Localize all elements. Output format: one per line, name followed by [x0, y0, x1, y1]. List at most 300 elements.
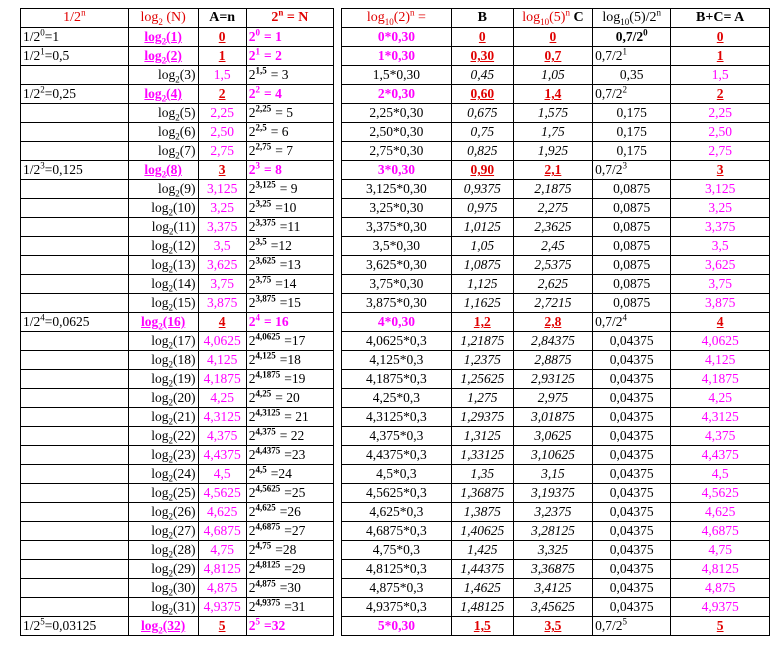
power-exponent: 4,0625	[255, 331, 281, 342]
power-exponent: 4	[255, 312, 260, 323]
power-base: 2	[248, 124, 256, 139]
sum-cell: 3,125	[671, 180, 770, 199]
table-row	[342, 275, 770, 294]
power-cell	[246, 465, 333, 484]
table-row	[21, 142, 334, 161]
expression-cell: 3,125*0,30	[342, 180, 452, 199]
log2-cell	[128, 446, 198, 465]
a-value-cell: 4,9375	[198, 598, 246, 617]
log-base: 2	[168, 264, 174, 275]
power-value: =28	[275, 542, 297, 557]
log-label: log	[151, 257, 169, 272]
power-value: =13	[279, 257, 301, 272]
power-base: 2	[248, 257, 256, 272]
table-row	[21, 123, 334, 142]
ratio-cell	[593, 408, 671, 427]
power-cell	[246, 408, 333, 427]
b-value-cell: 1,5	[451, 617, 513, 636]
log-argument: (4)	[166, 86, 182, 101]
b-value-cell: 1,4625	[451, 579, 513, 598]
log-label: log	[141, 618, 159, 633]
table-row	[342, 465, 770, 484]
log-argument: (27)	[173, 523, 196, 538]
sum-cell: 1	[671, 47, 770, 66]
log-base: 2	[168, 245, 174, 256]
fraction-cell	[21, 598, 129, 617]
ratio-value: 0,0875	[613, 200, 651, 215]
power-cell	[246, 47, 333, 66]
power-exponent: 3,625	[255, 255, 276, 266]
power-value: =12	[270, 238, 292, 253]
log-label: log	[151, 295, 169, 310]
log-base: 2	[175, 74, 180, 85]
sum-cell: 4,0625	[671, 332, 770, 351]
a-value-cell: 5	[198, 617, 246, 636]
fraction-value: =0,25	[44, 86, 77, 101]
power-cell	[246, 503, 333, 522]
ratio-value: 0,04375	[609, 599, 654, 614]
ratio-cell	[593, 313, 671, 332]
table-row	[21, 199, 334, 218]
power-value: =19	[284, 371, 306, 386]
log-label: log	[144, 29, 162, 44]
fraction-cell	[21, 560, 129, 579]
expression-cell: 4,6875*0,3	[342, 522, 452, 541]
power-exponent: 4,25	[255, 388, 272, 399]
log2-cell	[128, 503, 198, 522]
table-row	[342, 351, 770, 370]
a-value-cell: 4,25	[198, 389, 246, 408]
b-value-cell: 1,36875	[451, 484, 513, 503]
fraction-cell	[21, 503, 129, 522]
table-row	[21, 617, 334, 636]
b-value-cell: 1,125	[451, 275, 513, 294]
log-base: 2	[168, 511, 174, 522]
c-value-cell: 2,975	[513, 389, 592, 408]
table-row	[21, 161, 334, 180]
power-base: 2	[248, 371, 256, 386]
c-value-cell: 2,1875	[513, 180, 592, 199]
log2-cell	[128, 47, 198, 66]
log-label: log	[144, 86, 162, 101]
power-cell	[246, 237, 333, 256]
power-cell	[246, 123, 333, 142]
table-row	[21, 332, 334, 351]
log-base: 2	[168, 549, 174, 560]
power-base: 2	[248, 48, 256, 63]
power-value: =31	[284, 599, 306, 614]
ratio-value: 0,35	[619, 67, 644, 82]
ratio-value: 0,04375	[609, 352, 654, 367]
a-value-cell: 3,375	[198, 218, 246, 237]
a-value-cell: 3,625	[198, 256, 246, 275]
table-row	[342, 503, 770, 522]
power-base: 2	[248, 314, 256, 329]
expression-cell: 5*0,30	[342, 617, 452, 636]
power-value: =29	[284, 561, 306, 576]
log-label: log	[151, 390, 169, 405]
power-base: 2	[248, 599, 256, 614]
fraction-value: =0,125	[44, 162, 83, 177]
power-cell	[246, 199, 333, 218]
ratio-cell	[593, 560, 671, 579]
fraction-cell	[21, 28, 129, 47]
log-base: 2	[168, 435, 174, 446]
expression-cell: 4,375*0,3	[342, 427, 452, 446]
b-value-cell: 1,425	[451, 541, 513, 560]
table-row	[21, 28, 334, 47]
sum-cell: 0	[671, 28, 770, 47]
log-label: log	[151, 523, 169, 538]
table-row	[342, 218, 770, 237]
log2-cell	[128, 408, 198, 427]
log-label: log	[158, 181, 176, 196]
log-argument: (10)	[173, 200, 196, 215]
ratio-cell	[593, 237, 671, 256]
table-row	[342, 313, 770, 332]
table-row	[21, 237, 334, 256]
sum-cell: 2,25	[671, 104, 770, 123]
log-argument: (25)	[173, 485, 196, 500]
expression-cell: 3,875*0,30	[342, 294, 452, 313]
b-value-cell: 0,675	[451, 104, 513, 123]
c-value-cell: 3,01875	[513, 408, 592, 427]
b-value-cell: 1,44375	[451, 560, 513, 579]
log-argument: (24)	[173, 466, 196, 481]
log-argument: (7)	[179, 143, 196, 158]
power-exponent: 4,5	[255, 464, 267, 475]
power-base: 2	[248, 295, 256, 310]
log-label: log	[151, 561, 169, 576]
fraction-cell	[21, 579, 129, 598]
table-row	[21, 104, 334, 123]
log2-cell	[128, 427, 198, 446]
a-value-cell: 3,25	[198, 199, 246, 218]
power-value: =27	[284, 523, 306, 538]
table-row	[21, 598, 334, 617]
power-exponent: 1	[255, 46, 260, 57]
b-value-cell: 0	[451, 28, 513, 47]
fraction-cell	[21, 66, 129, 85]
ratio-cell	[593, 427, 671, 446]
log-argument: (30)	[173, 580, 196, 595]
table-row	[21, 579, 334, 598]
ratio-value: 0,04375	[609, 390, 654, 405]
log-argument: (3)	[179, 67, 196, 82]
sum-cell: 3,5	[671, 237, 770, 256]
log2-cell	[128, 199, 198, 218]
b-value-cell: 0,825	[451, 142, 513, 161]
table-row	[21, 85, 334, 104]
expression-cell: 4,125*0,3	[342, 351, 452, 370]
a-value-cell: 1,5	[198, 66, 246, 85]
power-base: 2	[248, 86, 256, 101]
c-value-cell: 2,5375	[513, 256, 592, 275]
expression-cell: 4,4375*0,3	[342, 446, 452, 465]
log-base: 2	[168, 340, 174, 351]
power-exponent: 2,5	[255, 122, 267, 133]
power-cell	[246, 275, 333, 294]
fraction-exponent: 3	[40, 160, 45, 171]
log-base: 2	[168, 359, 174, 370]
c-value-cell: 3,10625	[513, 446, 592, 465]
table-row	[342, 541, 770, 560]
c-value-cell: 2,275	[513, 199, 592, 218]
power-base: 2	[248, 428, 256, 443]
table-row	[342, 446, 770, 465]
table-row	[342, 142, 770, 161]
power-cell	[246, 617, 333, 636]
log-base: 2	[168, 397, 174, 408]
table-row	[342, 579, 770, 598]
fraction-cell	[21, 180, 129, 199]
fraction-cell	[21, 408, 129, 427]
ratio-cell	[593, 465, 671, 484]
power-value: = 21	[284, 409, 309, 424]
power-value: =26	[279, 504, 301, 519]
power-cell	[246, 522, 333, 541]
log2-cell	[128, 313, 198, 332]
table-row	[342, 199, 770, 218]
a-value-cell: 4,375	[198, 427, 246, 446]
b-value-cell: 1,275	[451, 389, 513, 408]
ratio-cell	[593, 256, 671, 275]
fraction-value: =0,5	[44, 48, 70, 63]
power-base: 2	[248, 333, 256, 348]
fraction-cell	[21, 522, 129, 541]
fraction-cell	[21, 541, 129, 560]
c-value-cell: 2,8875	[513, 351, 592, 370]
ratio-cell	[593, 218, 671, 237]
log-argument: (29)	[173, 561, 196, 576]
fraction-cell	[21, 427, 129, 446]
c-value-cell: 3,4125	[513, 579, 592, 598]
a-value-cell: 4,0625	[198, 332, 246, 351]
header-fraction: 1/2$^n$	[21, 9, 129, 28]
expression-cell: 3,375*0,30	[342, 218, 452, 237]
log-label: log	[141, 314, 159, 329]
power-cell	[246, 427, 333, 446]
table-header-row	[342, 9, 770, 28]
ratio-exponent: 3	[622, 160, 627, 171]
table-row	[21, 256, 334, 275]
power-base: 2	[248, 67, 256, 82]
power-cell	[246, 218, 333, 237]
fraction-cell	[21, 161, 129, 180]
power-base: 2	[248, 485, 256, 500]
fraction-cell	[21, 617, 129, 636]
power-value: = 20	[275, 390, 300, 405]
ratio-cell	[593, 47, 671, 66]
table-row	[342, 161, 770, 180]
ratio-cell	[593, 142, 671, 161]
log-argument: (11)	[173, 219, 196, 234]
power-value: = 22	[279, 428, 305, 443]
ratio-cell	[593, 28, 671, 47]
power-exponent: 3,25	[255, 198, 272, 209]
log2-cell	[128, 465, 198, 484]
power-cell	[246, 560, 333, 579]
power-value: =14	[275, 276, 297, 291]
log-base: 2	[168, 568, 174, 579]
c-value-cell: 2,625	[513, 275, 592, 294]
table-row	[21, 389, 334, 408]
c-value-cell: 1,05	[513, 66, 592, 85]
a-value-cell: 4,8125	[198, 560, 246, 579]
log-label: log	[151, 371, 169, 386]
power-base: 2	[248, 181, 256, 196]
expression-cell: 4,5625*0,3	[342, 484, 452, 503]
fraction-base: 1/2	[23, 314, 41, 329]
power-exponent: 2,75	[255, 141, 272, 152]
b-value-cell: 1,0125	[451, 218, 513, 237]
log2-cell	[128, 142, 198, 161]
b-value-cell: 0,9375	[451, 180, 513, 199]
power-cell	[246, 351, 333, 370]
expression-cell: 1*0,30	[342, 47, 452, 66]
expression-cell: 2,25*0,30	[342, 104, 452, 123]
c-value-cell: 3,36875	[513, 560, 592, 579]
expression-cell: 4,8125*0,3	[342, 560, 452, 579]
log-label: log	[151, 485, 169, 500]
a-value-cell: 0	[198, 28, 246, 47]
ratio-value: 0,04375	[609, 523, 654, 538]
table-row	[342, 47, 770, 66]
power-base: 2	[248, 523, 256, 538]
c-value-cell: 2,3625	[513, 218, 592, 237]
fraction-value: =0,0625	[44, 314, 90, 329]
sum-cell: 1,5	[671, 66, 770, 85]
log-base: 2	[168, 283, 174, 294]
table-row	[342, 484, 770, 503]
power-cell	[246, 484, 333, 503]
log-label: log	[151, 238, 169, 253]
log-base: 2	[158, 625, 163, 636]
a-value-cell: 4,1875	[198, 370, 246, 389]
log-base: 2	[158, 321, 163, 332]
a-value-cell: 2,25	[198, 104, 246, 123]
ratio-value: 0,7/2	[595, 48, 623, 63]
log-argument: (18)	[173, 352, 196, 367]
power-value: =17	[284, 333, 306, 348]
power-cell	[246, 598, 333, 617]
fraction-value: =0,03125	[44, 618, 97, 633]
fraction-cell	[21, 294, 129, 313]
power-base: 2	[248, 143, 256, 158]
power-cell	[246, 294, 333, 313]
log2-cell	[128, 66, 198, 85]
fraction-cell	[21, 199, 129, 218]
fraction-cell	[21, 332, 129, 351]
fraction-cell	[21, 389, 129, 408]
log-label: log	[151, 580, 169, 595]
a-value-cell: 3,75	[198, 275, 246, 294]
ratio-cell	[593, 332, 671, 351]
a-value-cell: 4	[198, 313, 246, 332]
log-argument: (20)	[173, 390, 196, 405]
log-base: 2	[161, 55, 167, 66]
ratio-exponent: 2	[622, 84, 627, 95]
ratio-cell	[593, 579, 671, 598]
header-log10-5n-c: $\log_{10}(5)^n$ C	[513, 9, 592, 28]
ratio-exponent: 1	[622, 46, 627, 57]
c-value-cell: 3,19375	[513, 484, 592, 503]
b-value-cell: 1,1625	[451, 294, 513, 313]
c-value-cell: 1,575	[513, 104, 592, 123]
log-argument: (6)	[179, 124, 196, 139]
fraction-base: 1/2	[23, 29, 41, 44]
fraction-exponent: 4	[40, 312, 45, 323]
power-base: 2	[248, 447, 256, 462]
ratio-cell	[593, 351, 671, 370]
power-exponent: 3,125	[255, 179, 276, 190]
b-value-cell: 1,3125	[451, 427, 513, 446]
log2-cell	[128, 28, 198, 47]
ratio-value: 0,0875	[613, 219, 651, 234]
table-row	[342, 617, 770, 636]
b-value-cell: 1,0875	[451, 256, 513, 275]
log-base: 2	[168, 492, 174, 503]
table-row	[21, 66, 334, 85]
log-argument: (5)	[179, 105, 196, 120]
log-label: log	[151, 276, 169, 291]
c-value-cell: 0,7	[513, 47, 592, 66]
power-exponent: 4,9375	[255, 597, 281, 608]
log-argument: (15)	[173, 295, 196, 310]
log-label: log	[151, 504, 169, 519]
log-label: log	[158, 124, 176, 139]
header-b-plus-c: B+C= A	[671, 9, 770, 28]
log-argument: (14)	[173, 276, 196, 291]
log2-cell	[128, 560, 198, 579]
log2-cell	[128, 579, 198, 598]
table-row	[342, 237, 770, 256]
fraction-exponent: 1	[40, 46, 45, 57]
power-cell	[246, 142, 333, 161]
log-base: 2	[175, 131, 180, 142]
table-row	[21, 560, 334, 579]
log-base: 2	[161, 36, 167, 47]
table-header-row	[21, 9, 334, 28]
fraction-exponent: 5	[40, 616, 45, 627]
ratio-cell	[593, 161, 671, 180]
power-exponent: 2,25	[255, 103, 272, 114]
power-value: = 5	[275, 105, 293, 120]
power-exponent: 3,75	[255, 274, 272, 285]
sum-cell: 4,9375	[671, 598, 770, 617]
b-value-cell: 1,40625	[451, 522, 513, 541]
fraction-cell	[21, 85, 129, 104]
log-argument: (16)	[162, 314, 186, 329]
header-log10-2n: $\log_{10}(2)^n$ =	[342, 9, 452, 28]
b-value-cell: 1,48125	[451, 598, 513, 617]
b-value-cell: 1,2375	[451, 351, 513, 370]
power-base: 2	[248, 561, 256, 576]
log2-cell	[128, 522, 198, 541]
table-row	[21, 484, 334, 503]
power-value: =18	[279, 352, 301, 367]
sum-cell: 3,625	[671, 256, 770, 275]
power-cell	[246, 313, 333, 332]
expression-cell: 3,625*0,30	[342, 256, 452, 275]
ratio-exponent: 0	[643, 27, 648, 38]
log-argument: (21)	[173, 409, 196, 424]
table-row	[21, 408, 334, 427]
power-cell	[246, 579, 333, 598]
log-argument: (1)	[166, 29, 182, 44]
log-label: log	[151, 447, 169, 462]
power-value: = 6	[270, 124, 289, 139]
